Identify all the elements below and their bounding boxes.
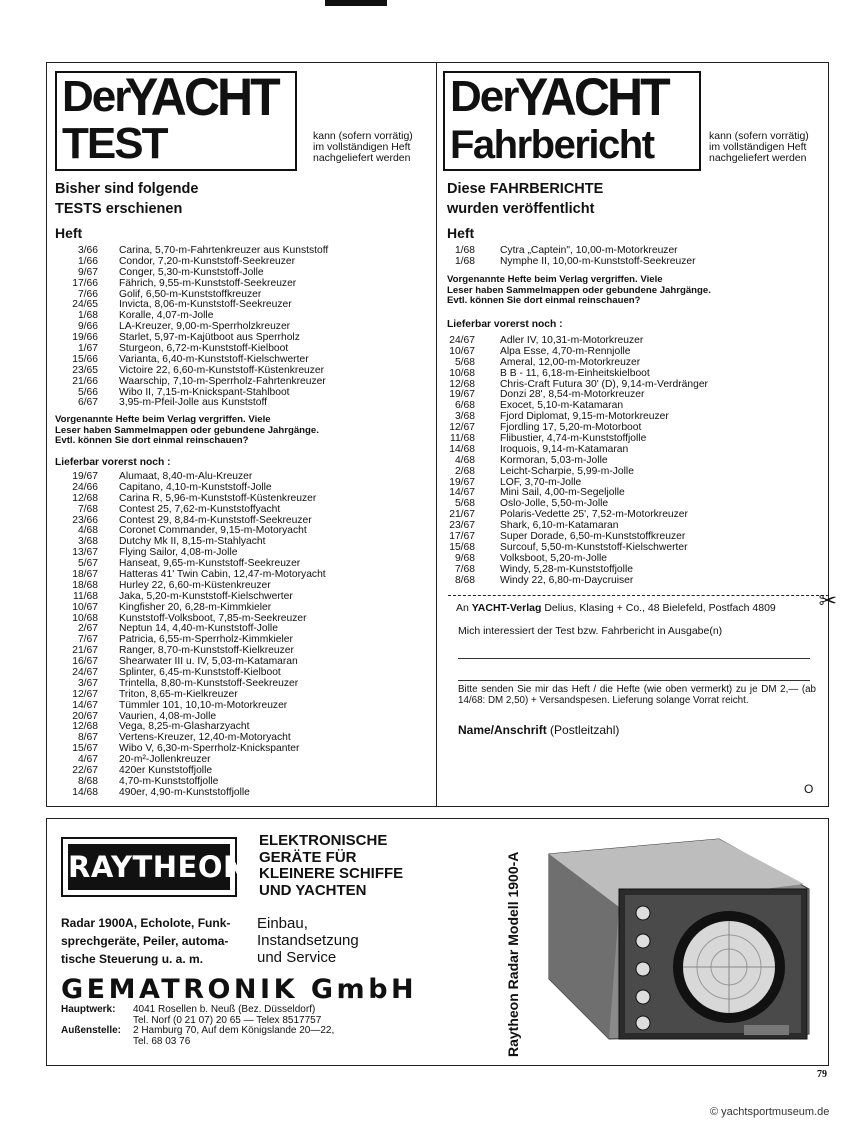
boat-description: Coronet Commander, 9,15-m-Motoryacht [119,525,307,537]
issue-number: 12/68 [72,492,98,504]
issue-number: 19/67 [449,389,475,401]
issue-number: 17/66 [72,277,98,289]
page-number: 79 [817,1069,827,1080]
boat-description: Exocet, 5,10-m-Katamaran [500,400,624,412]
issue-number: 9/66 [77,321,98,333]
boat-description: Contest 25, 7,62-m-Kunststoffyacht [119,503,281,515]
boat-description: Waarschip, 7,10-m-Sperrholz-Fahrtenkreuzer [119,375,326,387]
boat-description: Trintella, 8,80-m-Kunststoff-Seekreuzer [119,677,299,689]
issue-number: 9/68 [454,552,475,564]
scissors-icon: ✂ [818,588,837,613]
issue-number: 4/68 [454,454,475,466]
issue-number: 7/68 [454,563,475,575]
services-list: Einbau, Instandsetzung und Service [257,915,359,966]
boat-description: Koralle, 4,07-m-Jolle [119,310,214,322]
boat-description: Shearwater III u. IV, 5,03-m-Katamaran [119,656,298,668]
knob [636,962,650,976]
issue-number: 17/67 [449,531,475,543]
boat-description: Fjordling 17, 5,20-m-Motorboot [500,422,642,434]
issue-number: 4/68 [77,525,98,537]
availability-note: kann (sofern vorrätig) im vollständigen Heft nachgeliefert werden [709,130,809,164]
out-of-print-note: Vorgenannte Hefte beim Verlag vergriffen. Viele Leser haben Sammelmappen oder gebundene Jahrgänge. Evtl. können Sie dort einmal reinschauen? [447,274,711,307]
logo-der: Der [62,72,130,121]
issue-number: 9/67 [77,266,98,278]
section-heading: Diese FAHRBERICHTE wurden veröffentlicht [447,181,604,217]
issue-number: 6/67 [77,397,98,409]
boat-description: Ranger, 8,70-m-Kunststoff-Kielkreuzer [119,645,294,657]
yacht-fahrbericht-logo [443,67,701,171]
issue-number: 19/66 [72,332,98,344]
boat-description: 490er, 4,90-m-Kunststoffjolle [119,786,250,798]
issue-number: 1/68 [454,255,475,267]
boat-description: Flibustier, 4,74-m-Kunststoffjolle [500,433,647,445]
issue-number: 12/67 [72,688,98,700]
issue-number: 15/66 [72,353,98,365]
interest-text: Mich interessiert der Test bzw. Fahrbericht in Ausgabe(n) [458,625,723,637]
boat-description: Patricia, 6,55-m-Sperrholz-Kimmkieler [119,634,293,646]
issue-number: 3/67 [77,677,98,689]
issue-number: 23/65 [72,364,98,376]
issue-number: 8/68 [77,775,98,787]
boat-description: 20-m²-Jollenkreuzer [119,754,211,766]
boat-description: Golif, 6,50-m-Kunststoffkreuzer [119,288,262,300]
list-item [55,788,326,799]
boat-description: Hurley 22, 6,60-m-Küstenkreuzer [119,579,271,591]
logo-yacht: YACHT [125,67,278,127]
boat-description: Volksboot, 5,20-m-Jolle [500,552,608,564]
boat-description: Carina, 5,70-m-Fahrtenkreuzer aus Kunststoff [119,245,329,256]
boat-description: Dutchy Mk II, 8,15-m-Stahlyacht [119,536,266,548]
lieferbar-label: Lieferbar vorerst noch : [55,457,171,468]
boat-description: Vaurien, 4,08-m-Jolle [119,710,217,722]
boat-description: Invicta, 8,06-m-Kunststoff-Seekreuzer [119,299,292,311]
issue-number: 12/68 [72,721,98,733]
boat-description: Windy 22, 6,80-m-Daycruiser [500,574,634,586]
issue-number: 12/68 [449,378,475,390]
issue-number: 7/68 [77,503,98,515]
boat-description: Victoire 22, 6,60-m-Kunststoff-Küstenkreuzer [119,364,325,376]
boat-description: LOF, 3,70-m-Jolle [500,476,582,488]
yacht-test-logo [55,67,297,171]
boat-description: Adler IV, 10,31-m-Motorkreuzer [500,335,644,346]
issue-number: 21/67 [72,645,98,657]
name-address-label: Name/Anschrift (Postleitzahl) [458,723,620,737]
issue-number: 19/67 [72,471,98,482]
boat-description: Hatteras 41' Twin Cabin, 12,47-m-Motoryacht [119,569,326,581]
issue-number: 11/68 [449,433,475,445]
issue-number: 3/68 [77,536,98,548]
issue-number: 2/67 [77,623,98,635]
issue-number: 20/67 [72,710,98,722]
logo-test: TEST [62,119,167,168]
publisher-address: An YACHT-Verlag Delius, Klasing + Co., 48 Bielefeld, Postfach 4809 [456,602,776,614]
issue-number: 16/67 [72,656,98,668]
logo-yacht: YACHT [515,67,668,127]
issue-number: 10/67 [72,601,98,613]
boat-description: Shark, 6,10-m-Katamaran [500,520,619,532]
knob [636,906,650,920]
issue-number: 1/68 [77,310,98,322]
issue-number: 19/67 [449,476,475,488]
issue-number: 7/66 [77,288,98,300]
knob [636,990,650,1004]
available-reports-list [447,336,708,586]
copyright-credit: © yachtsportmuseum.de [710,1106,830,1118]
boat-description: Wibo II, 7,15-m-Knickspant-Stahlboot [119,386,290,398]
logo-der: Der [450,72,518,121]
issue-number: 14/68 [449,443,475,455]
reports-list [447,246,696,268]
boat-description: Jaka, 5,20-m-Kunststoff-Kielschwerter [119,590,293,602]
issue-number: 24/67 [449,335,475,346]
issue-number: 10/68 [72,612,98,624]
issue-number: 21/67 [449,509,475,521]
ad-headline: ELEKTRONISCHE GERÄTE FÜR KLEINERE SCHIFFE UND YACHTEN [259,832,404,899]
issue-number: 5/66 [77,386,98,398]
issue-number: 1/66 [77,255,98,267]
boat-description: Starlet, 5,97-m-Kajütboot aus Sperrholz [119,332,300,344]
issue-number: 14/67 [72,699,98,711]
raytheon-advertisement [46,818,829,1066]
boat-description: Cytra „Captein", 10,00-m-Motorkreuzer [500,245,678,256]
test-panel [46,62,437,807]
boat-description: Ameral, 12,00-m-Motorkreuzer [500,356,641,368]
product-list: Radar 1900A, Echolote, Funk- sprechgeräte, Peiler, automa- tische Steuerung u. a. m. [61,916,231,966]
issue-number: 15/67 [72,743,98,755]
heft-label: Heft [55,225,83,241]
boat-description: Fjord Diplomat, 9,15-m-Motorkreuzer [500,411,669,423]
boat-description: Condor, 7,20-m-Kunststoff-Seekreuzer [119,255,296,267]
boat-description: Alpa Esse, 4,70-m-Rennjolle [500,345,631,357]
boat-description: Tümmler 101, 10,10-m-Motorkreuzer [119,699,288,711]
available-tests-list [55,472,326,799]
boat-description: Hanseat, 9,65-m-Kunststoff-Seekreuzer [119,558,301,570]
boat-description: Wibo V, 6,30-m-Sperrholz-Knickspanter [119,743,300,755]
boat-description: Alumaat, 8,40-m-Alu-Kreuzer [119,471,253,482]
issue-number: 1/67 [77,343,98,355]
issue-number: 12/67 [449,422,475,434]
issue-write-line[interactable] [458,680,810,681]
availability-note: kann (sofern vorrätig) im vollständigen Heft nachgeliefert werden [313,130,413,164]
raytheon-logo: RAYTHEON [61,837,237,897]
boat-description: 420er Kunststoffjolle [119,765,213,777]
boat-description: Windy, 5,28-m-Kunststoffjolle [500,563,633,575]
issue-number: 22/67 [72,765,98,777]
knob [636,934,650,948]
boat-description: Splinter, 6,45-m-Kunststoff-Kielboot [119,667,281,679]
order-coupon [448,588,837,808]
issue-number: 14/67 [449,487,475,499]
boat-description: Oslo-Jolle, 5,50-m-Jolle [500,498,609,510]
boat-description: B B - 11, 6,18-m-Einheitskielboot [500,367,650,379]
boat-description: Vertens-Kreuzer, 12,40-m-Motoryacht [119,732,291,744]
boat-description: Chris-Craft Futura 30' (D), 9,14-m-Verdränger [500,378,708,390]
boat-description: Kormoran, 5,03-m-Jolle [500,454,608,466]
issue-number: 3/66 [77,245,98,256]
out-of-print-note: Vorgenannte Hefte beim Verlag vergriffen. Viele Leser haben Sammelmappen oder gebundene Jahrgänge. Evtl. können Sie dort einmal reinschauen? [55,414,319,447]
issue-number: 3/68 [454,411,475,423]
issue-number: 5/67 [77,558,98,570]
issue-number: 8/68 [454,574,475,586]
boat-description: Donzi 28', 8,54-m-Motorkreuzer [500,389,645,401]
boat-description: Fährich, 9,55-m-Kunststoff-Seekreuzer [119,277,297,289]
boat-description: Kingfisher 20, 6,28-m-Kimmkieler [119,601,272,613]
boat-description: Sturgeon, 6,72-m-Kunststoff-Kielboot [119,343,289,355]
list-item [447,257,696,268]
boat-description: Capitano, 4,10-m-Kunststoff-Jolle [119,481,272,493]
boat-description: Contest 29, 8,84-m-Kunststoff-Seekreuzer [119,514,312,526]
issue-number: 24/66 [72,481,98,493]
boat-description: Carina R, 5,96-m-Kunststoff-Küstenkreuzer [119,492,317,504]
boat-description: Leicht-Scharpie, 5,99-m-Jolle [500,465,634,477]
radar-model-caption: Raytheon Radar Modell 1900-A [505,851,521,1057]
issue-number: 24/67 [72,667,98,679]
boat-description: Mini Sail, 4,00-m-Segeljolle [500,487,625,499]
issue-number: 10/67 [449,345,475,357]
boat-description: 3,95-m-Pfeil-Jolle aus Kunststoff [119,397,268,409]
issue-number: 23/66 [72,514,98,526]
boat-description: 4,70-m-Kunststoffjolle [119,775,219,787]
company-name: GEMATRONIK GmbH [61,974,418,1005]
issue-number: 7/67 [77,634,98,646]
list-item [447,576,708,587]
issue-number: 4/67 [77,754,98,766]
top-mark [325,0,387,6]
boat-description: Surcouf, 5,50-m-Kunststoff-Kielschwerter [500,541,688,553]
knob [636,1016,650,1030]
boat-description: Triton, 8,65-m-Kielkreuzer [119,688,238,700]
issue-number: 14/68 [72,786,98,798]
issue-number: 8/67 [77,732,98,744]
issue-number: 24/65 [72,299,98,311]
issue-number: 5/68 [454,498,475,510]
issue-write-line[interactable] [458,658,810,659]
radar-unit-photo [539,829,819,1054]
issue-number: 2/68 [454,465,475,477]
boat-description: Neptun 14, 4,40-m-Kunststoff-Jolle [119,623,278,635]
order-instructions: Bitte senden Sie mir das Heft / die Hefte (wie oben vermerkt) zu je DM 2,— (ab 14/68: DM 2,50) + Versandspesen. Lieferung solange Vorrat reicht. [458,684,816,706]
issue-number: 15/68 [449,541,475,553]
issue-number: 18/67 [72,569,98,581]
issue-number: 1/68 [454,245,475,256]
boat-description: Polaris-Vedette 25', 7,52-m-Motorkreuzer [500,509,688,521]
boat-description: LA-Kreuzer, 9,00-m-Sperrholzkreuzer [119,321,291,333]
section-heading: Bisher sind folgende TESTS erschienen [55,181,199,217]
issue-number: 23/67 [449,520,475,532]
company-addresses: Hauptwerk: 4041 Rosellen b. Neuß (Bez. Düsseldorf) Tel. Norf (0 21 07) 20 65 — Telex 8517757 Außenstelle: 2 Hamburg 70, Auf dem Königslande 20—22, Tel. 68 03 76 [61,1004,335,1047]
tests-list [55,246,328,409]
issue-number: 10/68 [449,367,475,379]
issue-number: 5/68 [454,356,475,368]
issue-number: 11/68 [72,590,98,602]
boat-description: Super Dorade, 6,50-m-Kunststoffkreuzer [500,531,686,543]
list-item [55,398,328,409]
boat-description: Conger, 5,30-m-Kunststoff-Jolle [119,266,264,278]
issue-number: 21/66 [72,375,98,387]
boat-description: Vega, 8,25-m-Glasharzyacht [119,721,250,733]
boat-description: Kunststoff-Volksboot, 7,85-m-Seekreuzer [119,612,307,624]
issue-number: 13/67 [72,547,98,559]
issue-number: 18/68 [72,579,98,591]
boat-description: Nymphe II, 10,00-m-Kunststoff-Seekreuzer [500,255,696,267]
boat-description: Flying Sailor, 4,08-m-Jolle [119,547,238,559]
issue-number: 6/68 [454,400,475,412]
boat-description: Varianta, 6,40-m-Kunststoff-Kielschwerter [119,353,309,365]
boat-description: Iroquois, 9,14-m-Katamaran [500,443,629,455]
logo-fahrbericht: Fahrbericht [450,123,654,167]
circle-mark: O [804,782,814,796]
lieferbar-label: Lieferbar vorerst noch : [447,319,563,330]
heft-label: Heft [447,225,475,241]
